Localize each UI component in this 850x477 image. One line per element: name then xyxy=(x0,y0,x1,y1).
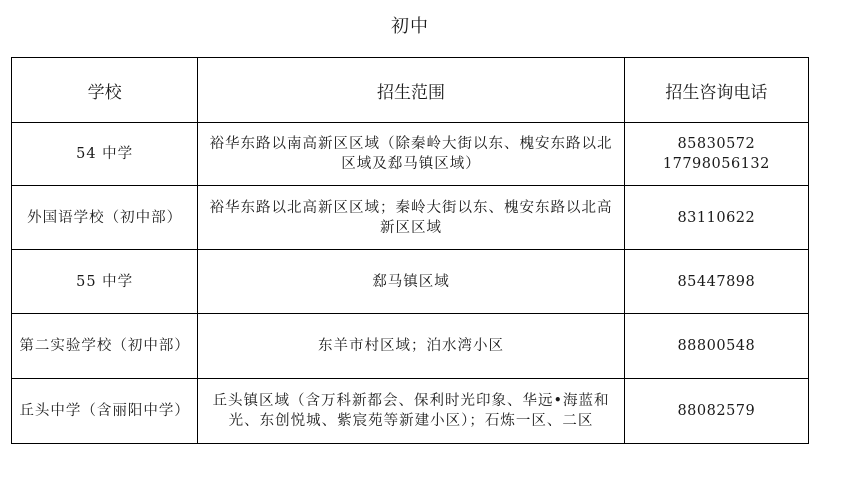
phone-number: 17798056132 xyxy=(662,156,770,172)
phone-number: 88800548 xyxy=(677,338,756,354)
range-cell: 裕华东路以南高新区区域（除秦岭大街以东、槐安东路以北区域及郄马镇区域） xyxy=(198,123,624,186)
table-row xyxy=(12,186,809,250)
table-row xyxy=(12,250,809,314)
phone-number: 83110622 xyxy=(677,209,756,226)
table-row xyxy=(12,123,809,186)
range-cell: 丘头镇区域（含万科新都会、保利时光印象、华远•海蓝和光、东创悦城、紫宸苑等新建小区）；石炼一区、二区 xyxy=(198,379,624,444)
phone-cell xyxy=(624,123,808,186)
table-header-row xyxy=(12,58,809,123)
table-row xyxy=(12,379,809,444)
phone-number: 85830572 xyxy=(677,136,756,152)
school-cell: 第二实验学校（初中部） xyxy=(12,314,198,379)
column-header-school: 学校 xyxy=(12,58,198,123)
range-cell: 郄马镇区域 xyxy=(198,250,624,314)
phone-cell xyxy=(624,379,808,444)
page-title: 初中 xyxy=(391,16,429,37)
table-row xyxy=(12,314,809,379)
phone-number: 88082579 xyxy=(677,403,756,419)
range-cell: 裕华东路以北高新区区域；秦岭大街以东、槐安东路以北高新区区域 xyxy=(198,186,624,250)
school-cell: 55 中学 xyxy=(12,250,198,314)
phone-number: 85447898 xyxy=(677,273,756,290)
phone-cell xyxy=(624,186,808,250)
phone-cell xyxy=(624,314,808,379)
range-cell: 东羊市村区域；泊水湾小区 xyxy=(198,314,624,379)
enrollment-table xyxy=(11,57,809,444)
column-header-phone: 招生咨询电话 xyxy=(624,58,808,123)
school-cell: 外国语学校（初中部） xyxy=(12,186,198,250)
phone-cell xyxy=(624,250,808,314)
column-header-range: 招生范围 xyxy=(198,58,624,123)
school-cell: 54 中学 xyxy=(12,123,198,186)
school-cell: 丘头中学（含丽阳中学） xyxy=(12,379,198,444)
